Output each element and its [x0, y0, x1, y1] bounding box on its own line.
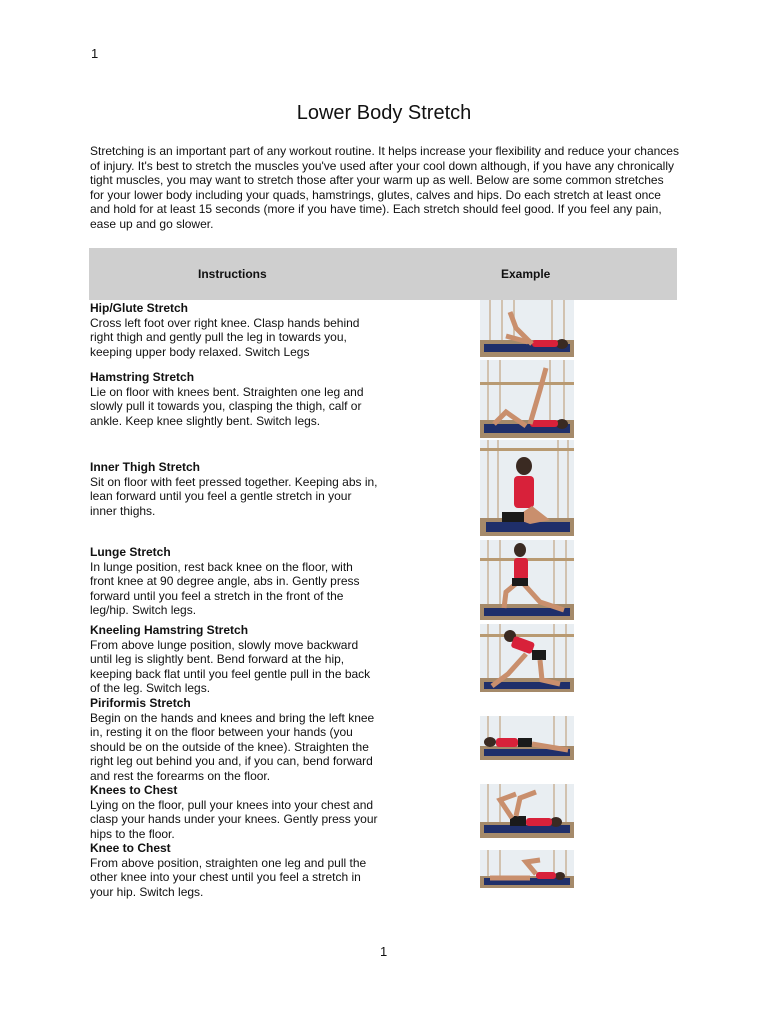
woman-piriformis-photo [480, 716, 574, 760]
stretch-title: Hip/Glute Stretch [90, 301, 189, 315]
stretch-item-knee-to-chest [90, 841, 380, 899]
stretch-item-lunge [90, 545, 380, 618]
stretch-title: Knees to Chest [90, 783, 178, 797]
page-title: Lower Body Stretch [296, 102, 472, 124]
woman-knee-to-chest-photo [480, 850, 574, 888]
stretch-title: Hamstring Stretch [90, 370, 195, 384]
stretch-item-kneeling-hamstring [90, 623, 380, 696]
stretch-item-hamstring [90, 370, 380, 428]
example-column-header: Example [501, 267, 551, 281]
stretch-instructions: Sit on floor with feet pressed together. Keeping abs in, lean forward until you feel a gentle stretch in your inner thighs. [90, 474, 378, 518]
stretch-item-piriformis [90, 696, 380, 783]
woman-knees-to-chest-photo [480, 784, 574, 838]
woman-seated-butterfly-photo [480, 440, 574, 536]
page-number-top: 1 [91, 46, 99, 61]
stretch-title: Piriformis Stretch [90, 696, 191, 710]
stretch-item-inner-thigh [90, 460, 380, 518]
stretch-instructions: Cross left foot over right knee. Clasp hands behind right thigh and gently pull the leg in towards you, keeping upper body relaxed. Switch Legs [90, 315, 360, 359]
stretch-title: Knee to Chest [90, 841, 171, 855]
stretch-instructions: From above lunge position, slowly move backward until leg is slightly bent. Bend forward at the hip, keeping back flat until you feel gentle pull in the back of the leg. Switch legs. [90, 637, 371, 695]
stretch-item-knees-to-chest [90, 783, 380, 841]
stretch-item-hip-glute [90, 301, 380, 359]
stretch-title: Kneeling Hamstring Stretch [90, 623, 249, 637]
stretch-title: Lunge Stretch [90, 545, 171, 559]
woman-lying-hip-stretch-photo [480, 300, 574, 357]
woman-lying-hamstring-photo [480, 360, 574, 438]
page-number-bottom: 1 [380, 944, 388, 959]
instructions-column-header: Instructions [198, 267, 267, 281]
intro-paragraph: Stretching is an important part of any workout routine. It helps increase your flexibility and reduce your chances of injury. It's best to stretch the muscles you've used after your cool down although, if you have any chronically tight muscles, you may want to stretch those after your warm up as well. Below are some common stretches for your lower body including your quads, hamstrings, glutes, calves and hips. Do each stretch at least once and hold for at least 15 seconds (more if you have time). Each stretch should feel good. If you feel any pain, ease up and go slower. [90, 144, 679, 231]
woman-kneeling-hamstring-photo [480, 624, 574, 692]
table-header-band [89, 248, 677, 300]
stretch-title: Inner Thigh Stretch [90, 460, 201, 474]
stretch-instructions: In lunge position, rest back knee on the floor, with front knee at 90 degree angle, abs in. Gently press forward until you feel a stretch in the front of the leg/hip. Switch legs. [90, 559, 360, 617]
woman-lunge-photo [480, 540, 574, 620]
stretch-instructions: From above position, straighten one leg and pull the other knee into your chest until you feel a stretch in your hip. Switch legs. [90, 855, 367, 899]
stretch-instructions: Lie on floor with knees bent. Straighten one leg and slowly pull it towards you, clasping the thigh, calf or ankle. Keep knee slightly bent. Switch legs. [90, 384, 364, 428]
stretch-instructions: Lying on the floor, pull your knees into your chest and clasp your hands under your knees. Gently press your hips to the floor. [90, 797, 378, 841]
stretch-instructions: Begin on the hands and knees and bring the left knee in, resting it on the floor between your hands (you should be on the outside of the knee). Straighten the right leg out behind you and, if you can, bend forward and rest the forearms on the floor. [90, 710, 375, 783]
